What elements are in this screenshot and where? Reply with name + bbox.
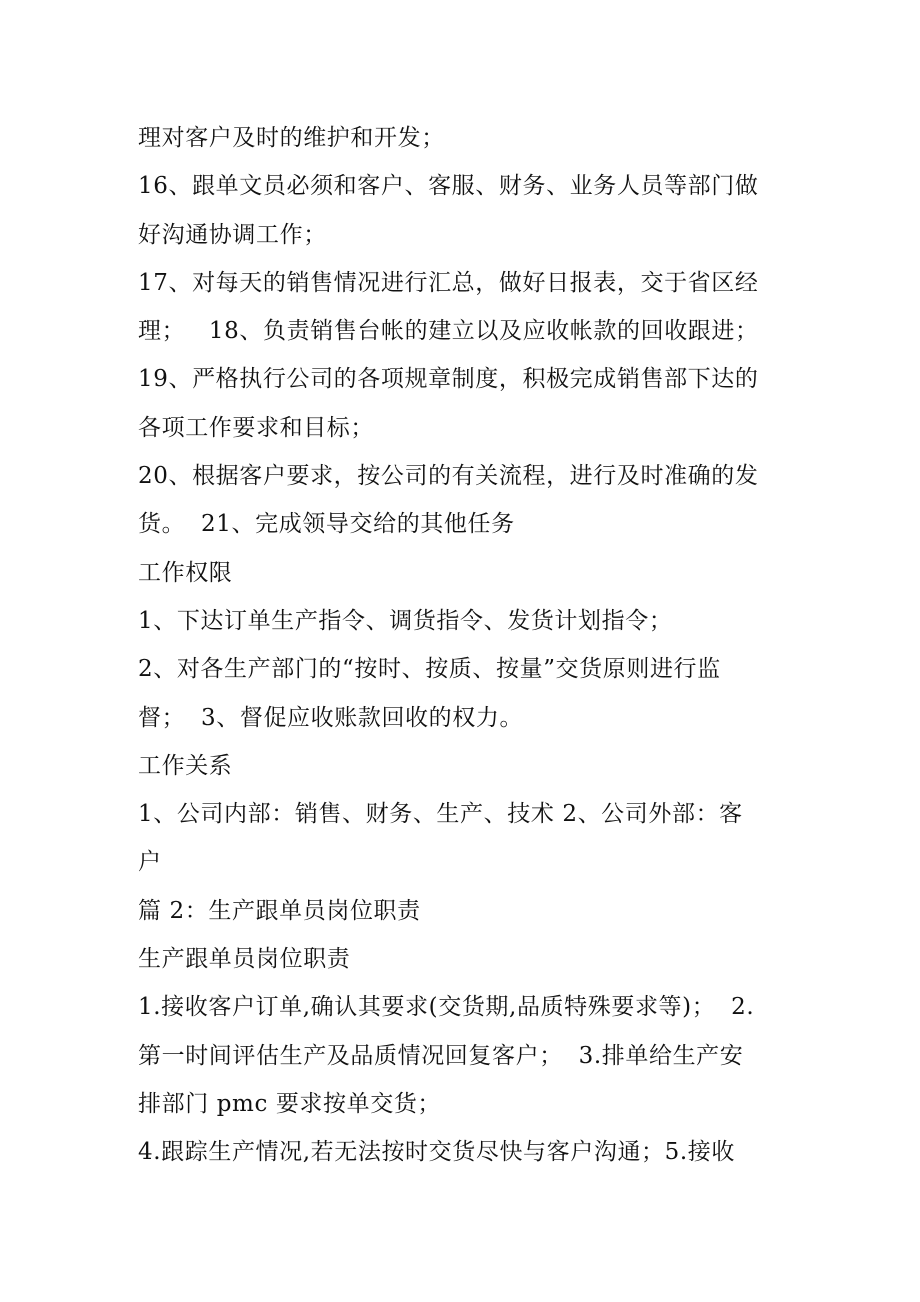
text-line: 好沟通协调工作； [138,221,327,248]
section-heading: 工作关系 [138,752,233,779]
text-line: 4.跟踪生产情况,若无法按时交货尽快与客户沟通；5.接收 [138,1139,735,1166]
text-line: 16、跟单文员必须和客户、客服、财务、业务人员等部门做 [138,173,759,200]
text-line: 2、对各生产部门的“按时、按质、按量”交货原则进行监 [138,656,721,683]
text-line: 各项工作要求和目标； [138,414,374,441]
text-line: 督； 3、督促应收账款回收的权力。 [138,704,524,731]
document-body [138,114,798,1177]
text-line: 1、公司内部：销售、财务、生产、技术 2、公司外部：客 [138,801,743,828]
text-line: 理； 18、负责销售台帐的建立以及应收帐款的回收跟进； [138,318,759,345]
text-line: 1.接收客户订单,确认其要求(交货期,品质特殊要求等)； 2. [138,994,755,1021]
text-line: 第一时间评估生产及品质情况回复客户； 3.排单给生产安 [138,1042,744,1069]
text-line: 1、下达订单生产指令、调货指令、发货计划指令； [138,607,673,634]
section-heading: 工作权限 [138,559,233,586]
text-line: 19、严格执行公司的各项规章制度，积极完成销售部下达的 [138,366,759,393]
chapter-heading: 篇 2：生产跟单员岗位职责 [138,897,421,924]
text-line: 户 [138,849,162,876]
text-line: 17、对每天的销售情况进行汇总，做好日报表，交于省区经 [138,269,759,296]
text-line: 20、根据客户要求，按公司的有关流程，进行及时准确的发 [138,463,759,490]
text-line: 理对客户及时的维护和开发； [138,125,445,151]
text-line: 排部门 pmc 要求按单交货； [138,1090,442,1117]
text-line: 货。 21、完成领导交给的其他任务 [138,511,515,538]
section-heading: 生产跟单员岗位职责 [138,946,351,973]
